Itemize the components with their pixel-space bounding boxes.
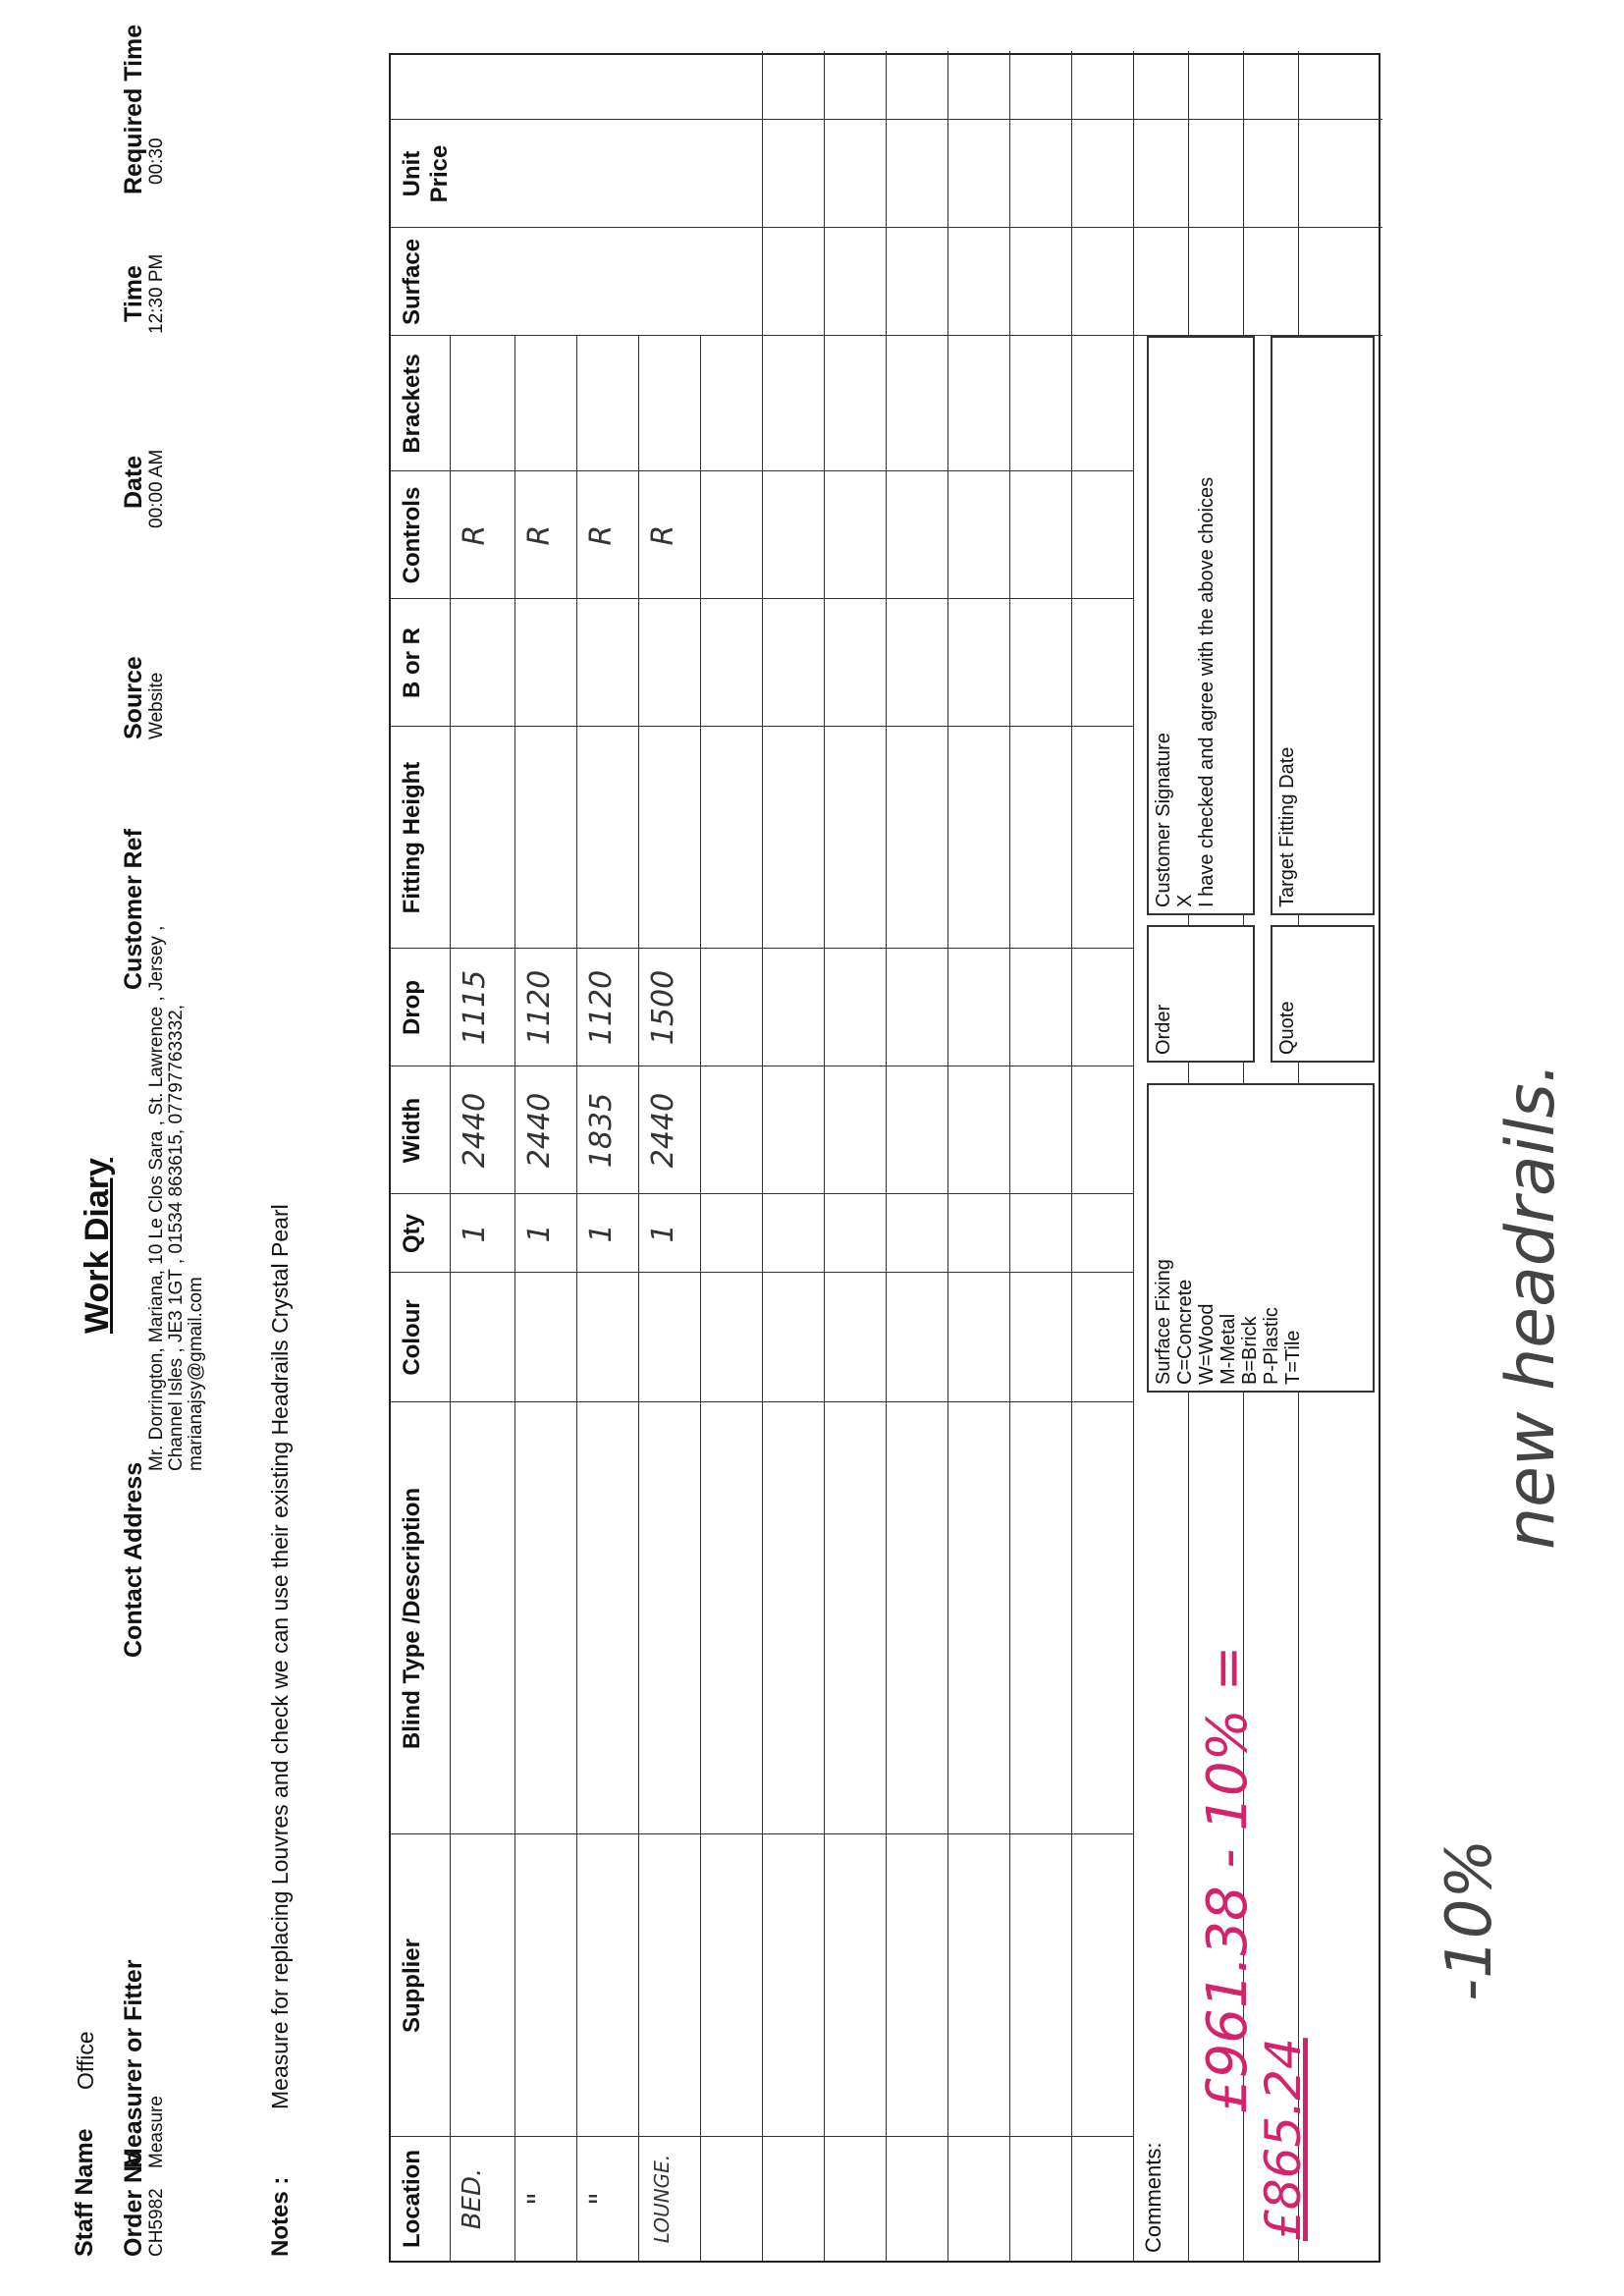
cell-drop: 1120 <box>584 969 619 1046</box>
surface-fixing-item: B=Brick <box>1239 1316 1261 1385</box>
cell-width: 1835 <box>584 1092 619 1169</box>
staff-name-label: Staff Name <box>71 2128 98 2257</box>
table-col-rule <box>391 1401 1133 1402</box>
target-fitting-date-box[interactable] <box>1271 336 1375 915</box>
margin-note-new-headrails: new headrails. <box>1492 1062 1570 1550</box>
date-value: 00:00 AM <box>146 449 167 528</box>
cell-location: " <box>584 2192 619 2206</box>
page-title: Work Diary <box>79 1158 116 1334</box>
order-box-label: Order <box>1153 1004 1174 1055</box>
notes-label: Notes : <box>267 2176 294 2257</box>
col-header-drop: Drop <box>399 980 425 1035</box>
table-rule <box>638 336 639 2261</box>
table-col-rule <box>391 1272 1133 1273</box>
target-fitting-label: Target Fitting Date <box>1276 746 1298 907</box>
surface-fixing-box <box>1147 1083 1375 1393</box>
table-col-rule <box>391 470 1133 471</box>
col-header-supplier: Supplier <box>399 1939 425 2034</box>
cell-drop: 1120 <box>522 969 557 1046</box>
table-col-rule <box>391 598 1133 599</box>
table-rule <box>762 51 763 2261</box>
handwritten-calc: £961.38 - 10% = <box>1196 1645 1260 2113</box>
col-header-width: Width <box>399 1097 425 1164</box>
cell-controls: R <box>584 524 619 546</box>
col-header-blind-type: Blind Type /Description <box>399 1487 425 1750</box>
surface-fixing-item: T=Tile <box>1282 1330 1304 1385</box>
col-header-qty: Qty <box>399 1214 425 1254</box>
table-col-rule <box>391 1833 1133 1834</box>
surface-fixing-item: P-Plastic <box>1261 1307 1282 1385</box>
table-col-rule <box>391 1193 1133 1194</box>
col-header-fitting-height: Fitting Height <box>399 761 425 914</box>
measurer-value: Measure <box>146 2096 167 2168</box>
col-header-colour: Colour <box>399 1299 425 1376</box>
col-header-surface: Surface <box>399 238 425 326</box>
table-col-rule <box>391 2136 1133 2137</box>
cell-qty: 1 <box>522 1224 557 1243</box>
comments-label: Comments: <box>1141 2142 1165 2253</box>
surface-fixing-item: C=Concrete <box>1174 1279 1196 1385</box>
cell-qty: 1 <box>646 1224 680 1243</box>
measurer-label: Measurer or Fitter <box>120 1959 147 2168</box>
signature-statement: I have checked and agree with the above choices <box>1196 476 1218 907</box>
cell-location: BED. <box>458 2167 487 2230</box>
contact-line-3: marianajsy@gmail.com <box>186 1277 206 1471</box>
table-col-rule <box>391 726 1133 727</box>
cell-controls: R <box>522 524 557 546</box>
table-col-rule <box>391 948 1133 949</box>
surface-fixing-item: W=Wood <box>1196 1303 1218 1385</box>
table-col-rule <box>391 227 1382 228</box>
cell-location: LOUNGE. <box>650 2154 674 2244</box>
quote-box[interactable] <box>1271 925 1375 1063</box>
table-rule <box>1009 51 1010 2261</box>
order-no-value: CH5982 <box>146 2188 167 2257</box>
order-box[interactable] <box>1147 925 1255 1063</box>
date-label: Date <box>120 455 147 509</box>
cell-controls: R <box>458 524 492 546</box>
cell-controls: R <box>646 524 680 546</box>
quote-box-label: Quote <box>1276 1001 1298 1055</box>
table-rule <box>1133 51 1134 2261</box>
table-rule <box>886 51 887 2261</box>
source-value: Website <box>146 672 167 739</box>
table-rule <box>450 336 451 2261</box>
time-label: Time <box>120 265 147 322</box>
table-col-rule <box>391 119 1382 120</box>
cell-qty: 1 <box>584 1224 619 1243</box>
cell-drop: 1500 <box>646 969 680 1046</box>
col-header-location: Location <box>399 2150 425 2248</box>
contact-line-1: Mr. Dorrington, Mariana, 10 Le Clos Sara , St. Lawrence , Jersey , <box>146 925 167 1471</box>
contact-line-2: Channel Isles , JE3 1GT , 01534 863615, 07797763332, <box>166 1004 187 1471</box>
col-header-unit-price: Unit Price <box>399 144 453 203</box>
surface-fixing-item: M-Metal <box>1218 1313 1239 1385</box>
contact-address-label: Contact Address <box>120 1461 147 1658</box>
cell-width: 2440 <box>522 1092 557 1169</box>
table-rule <box>824 51 825 2261</box>
customer-signature-box[interactable] <box>1147 336 1255 915</box>
signature-x-mark: X <box>1174 894 1196 907</box>
required-time-label: Required Time <box>120 24 147 194</box>
cell-qty: 1 <box>458 1224 492 1243</box>
customer-signature-label: Customer Signature <box>1153 733 1174 907</box>
table-rule <box>514 336 515 2261</box>
order-no-label: Order No <box>120 2150 147 2257</box>
cell-location: " <box>522 2192 557 2206</box>
table-rule <box>700 336 701 2261</box>
margin-note-minus-ten: -10% <box>1434 1838 1506 2001</box>
col-header-brackets: Brackets <box>399 354 425 454</box>
cell-width: 2440 <box>646 1092 680 1169</box>
col-header-controls: Controls <box>399 486 425 584</box>
handwritten-total: £865.24 <box>1255 2038 1312 2241</box>
col-header-b-or-r: B or R <box>399 628 425 698</box>
staff-name-value: Office <box>73 2031 98 2090</box>
cell-width: 2440 <box>458 1092 492 1169</box>
customer-ref-label: Customer Ref <box>120 829 147 990</box>
work-table <box>389 53 1380 2263</box>
notes-text: Measure for replacing Louvres and check we can use their existing Headrails Crystal Pearl <box>267 1204 293 2109</box>
cell-drop: 1115 <box>458 969 492 1046</box>
table-rule <box>576 336 577 2261</box>
table-rule <box>947 51 948 2261</box>
source-label: Source <box>120 656 147 739</box>
required-time-value: 00:30 <box>146 137 167 185</box>
time-value: 12:30 PM <box>146 253 167 334</box>
surface-fixing-title: Surface Fixing <box>1153 1259 1174 1385</box>
table-rule <box>1071 51 1072 2261</box>
